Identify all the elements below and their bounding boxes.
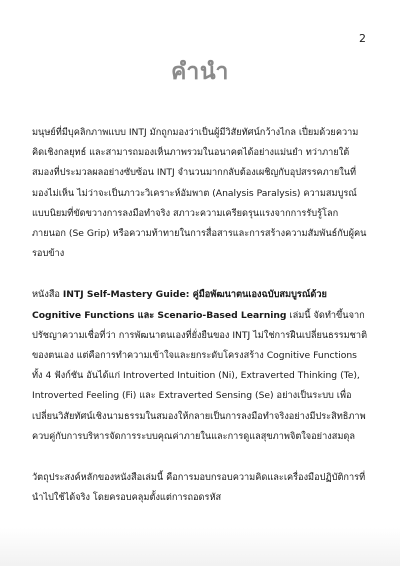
page-body [32, 123, 370, 529]
page-title: คำนำ [171, 59, 229, 85]
paragraph-objective: วัตถุประสงค์หลักของหนังสือเล่มนี้ คือการมอบกรอบความคิดและเครื่องมือปฏิบัติการที่นำไปใช้ได้จริง โดยครอบคลุมตั้งแต่การถอดรหัส [32, 472, 366, 504]
book-description-body: เล่มนี้ จัดทำขึ้นจากปรัชญาความเชื่อที่ว่า การพัฒนาตนเองที่ยั่งยืนของ INTJ ไม่ใช่การฝืนเปลี่ยนธรรมชาติของตนเอง แต่คือการทำความเข้าใจและยกระดับโครงสร้าง Cognitive Functions ทั้ง 4 ฟังก์ชัน อันได้แก่ Introverted Intuition (Ni), Extraverted Thinking (Te), Introverted Feeling (Fi) และ Extraverted Sensing (Se) อย่างเป็นระบบ เพื่อเปลี่ยนวิสัยทัศน์เชิงนามธรรมในสมองให้กลายเป็นการลงมือทำจริงอย่างมีประสิทธิภาพ ควบคู่กับการบริหารจัดการระบบคุณค่าภายในและการดูแลสุขภาพจิตใจอย่างสมดุล [32, 309, 368, 442]
book-description-prefix: หนังสือ [32, 289, 63, 301]
paragraph-book-description [32, 285, 370, 447]
page-number: 2 [359, 32, 366, 45]
book-title: INTJ Self-Mastery Guide: คู่มือพัฒนาตนเองฉบับสมบูรณ์ด้วย Cognitive Functions และ Scenario-Based Learning [32, 289, 327, 321]
paragraph-intro: มนุษย์ที่มีบุคลิกภาพแบบ INTJ มักถูกมองว่าเป็นผู้มีวิสัยทัศน์กว้างไกล เปี่ยมด้วยความคิดเชิงกลยุทธ์ และสามารถมองเห็นภาพรวมในอนาคตได้อย่างแม่นยำ ทว่าภายใต้สมองที่ประมวลผลอย่างซับซ้อน INTJ จำนวนมากกลับต้องเผชิญกับอุปสรรคภายในที่มองไม่เห็น ไม่ว่าจะเป็นภาวะวิเคราะห์อัมพาต (Analysis Paralysis) ความสมบูรณ์แบบนิยมที่ขัดขวางการลงมือทำจริง สภาวะความเครียดรุนแรงจากการรับรู้โลกภายนอก (Se Grip) หรือความท้าทายในการสื่อสารและการสร้างความสัมพันธ์กับผู้คนรอบข้าง [32, 127, 367, 260]
page-bottom-fade [0, 528, 400, 566]
